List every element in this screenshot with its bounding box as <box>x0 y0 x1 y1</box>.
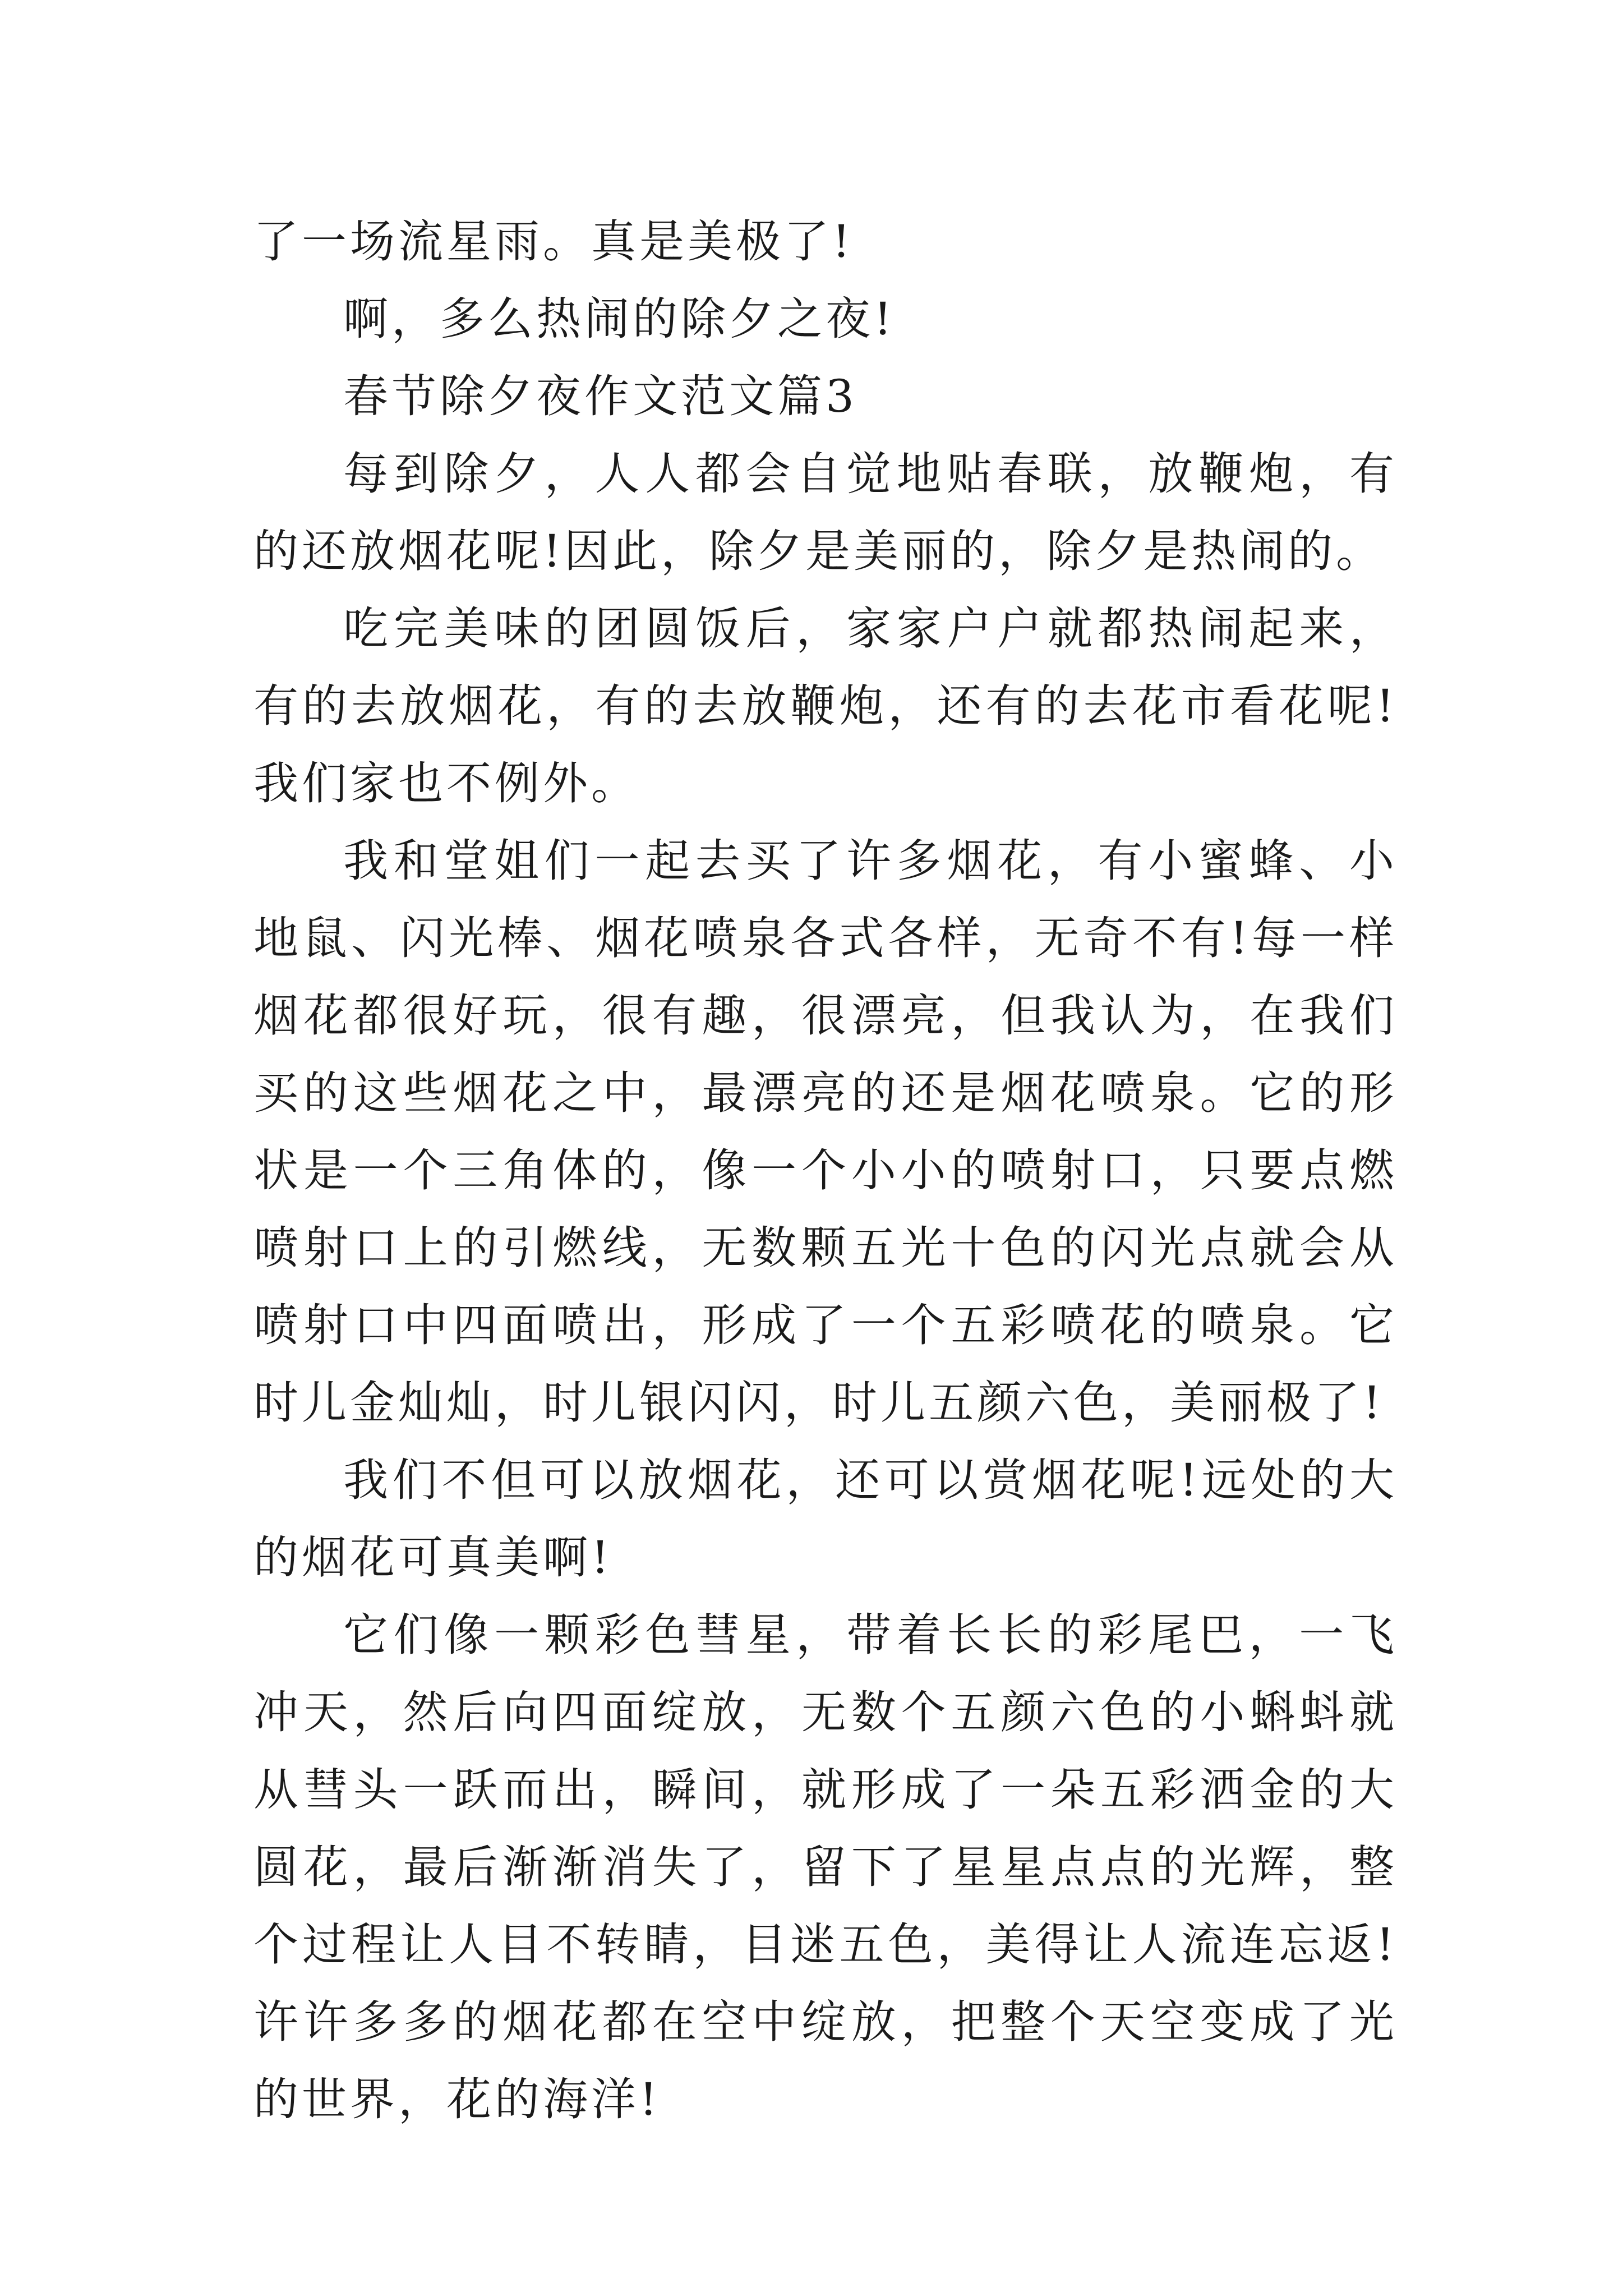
paragraph-3: 每到除夕，人人都会自觉地贴春联，放鞭炮，有的还放烟花呢!因此，除夕是美丽的，除夕是热闹的。 <box>253 448 1398 577</box>
paragraph-5: 我和堂姐们一起去买了许多烟花，有小蜜蜂、小地鼠、闪光棒、烟花喷泉各式各样，无奇不有!每一样烟花都很好玩，很有趣，很漂亮，但我认为，在我们买的这些烟花之中，最漂亮的还是烟花喷泉。它的形状是一个三角体的，像一个小小的喷射口，只要点燃喷射口上的引燃线，无数颗五光十色的闪光点就会从喷射口中四面喷出，形成了一个五彩喷花的喷泉。它时儿金灿灿，时儿银闪闪，时儿五颜六色，美丽极了! <box>253 835 1398 1429</box>
paragraph-2: 啊，多么热闹的除夕之夜! <box>343 293 896 345</box>
paragraph-1: 了一场流星雨。真是美极了! <box>253 215 854 268</box>
paragraph-6: 我们不但可以放烟花，还可以赏烟花呢!远处的大的烟花可真美啊! <box>253 1454 1398 1584</box>
paragraph-4: 吃完美味的团圆饭后，家家户户就都热闹起来，有的去放烟花，有的去放鞭炮，还有的去花市看花呢!我们家也不例外。 <box>253 602 1398 809</box>
paragraph-7: 它们像一颗彩色彗星，带着长长的彩尾巴，一飞冲天，然后向四面绽放，无数个五颜六色的小蝌蚪就从彗头一跃而出，瞬间，就形成了一朵五彩洒金的大圆花，最后渐渐消失了，留下了星星点点的光辉，整个过程让人目不转睛，目迷五色，美得让人流连忘返!许许多多的烟花都在空中绽放，把整个天空变成了光的世界，花的海洋! <box>253 1609 1398 2125</box>
body-text <box>253 203 1398 2138</box>
section-heading: 春节除夕夜作文范文篇3 <box>343 370 857 422</box>
